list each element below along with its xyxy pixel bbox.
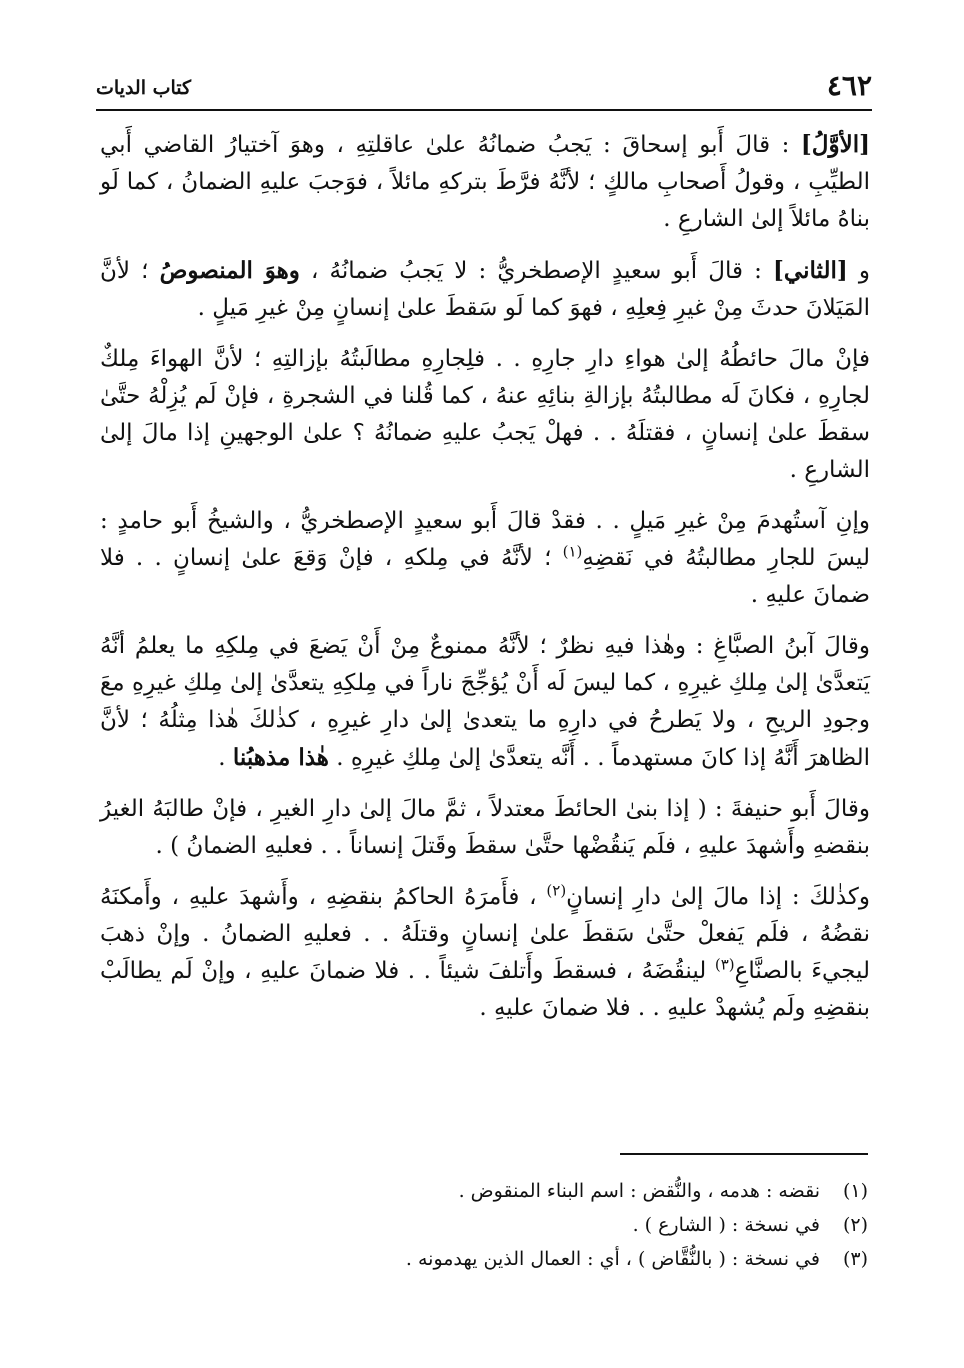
text-segment: . xyxy=(218,745,233,771)
text-segment: وقالَ أَبو حنيفةَ : ( إذا بنىٰ الحائطَ معتدلاً ، ثمَّ مالَ إلىٰ دارِ الغيرِ ، فإنْ طالبَهُ الغيرُ بنقضهِ وأَشهدَ عليهِ ، فلَم يَنقُضْها حتَّىٰ سقطَ وقَتلَ إنساناً . . فعليهِ الضمانُ ) . xyxy=(100,796,870,859)
paragraph xyxy=(100,791,870,865)
footnote-number: (٣) xyxy=(842,1248,868,1270)
text-segment: ؛ لأنَّهُ في مِلكهِ ، فإنْ وَقعَ علىٰ إنسانٍ . . فلا ضمانَ عليهِ . xyxy=(100,545,870,608)
footnote-text: نقضه : هدمه ، والنُّقض : اسم البناء المنقوض . xyxy=(458,1180,820,1202)
bold-text: [الثاني] xyxy=(773,257,848,284)
text-segment: وإنِ آستُهدمَ مِنْ غيرِ مَيلٍ . . فقدْ قالَ أَبو سعيدٍ الإصطخريُّ ، والشيخُ أَبو حامدٍ : ليسَ للجارِ مطالبتُهُ في نَقضِهِ xyxy=(100,508,870,571)
page-header xyxy=(96,70,872,106)
footnote-marker: (٣) xyxy=(714,955,735,974)
text-segment: : قالَ أَبو إسحاقَ : يَجبُ ضمانُهُ علىٰ عاقلتِهِ ، وهوَ آختيارُ القاضي أَبي الطيِّبِ ، وقولُ أَصحابِ مالكٍ ؛ لأنَّهُ فرَّطَ بتركهِ مائلاً ، فوَجبَ عليهِ الضمانُ ، كما لَو بناهُ مائلاً إلىٰ الشارعِ . xyxy=(100,132,870,232)
bold-text: هٰذا مذهبُنا xyxy=(232,744,329,771)
footnote-text: في نسخة : ( الشارع ) . xyxy=(632,1214,820,1236)
footnote xyxy=(98,1176,868,1206)
text-segment: وقالَ آبنُ الصبَّاغِ : وهٰذا فيهِ نظرٌ ؛ لأنَّهُ ممنوعٌ مِنْ أَنْ يَضعَ في مِلكِهِ ما يعلمُ أنَّهُ يَتعدَّىٰ إلىٰ مِلكِ غيرِهِ ، كما ليسَ لَه أَنْ يُؤجِّجَ ناراً في مِلكِهِ يتعدَّىٰ إلىٰ مِلكِ غيرِهِ معَ وجودِ الريحِ ، ولا يَطرحُ في دارِهِ ما يتعدىٰ إلىٰ دارِ غيرِهِ ، كذٰلكَ هٰذا مِثلُهُ ؛ لأنَّ الظاهرَ أَنَّهُ إذا كانَ مستهدماً . . أَنَّه يتعدَّىٰ إلىٰ مِلكِ غيرِهِ . xyxy=(100,633,870,771)
paragraph xyxy=(100,341,870,489)
text-segment: ، فأَمرَهُ الحاكمُ بنقضِهِ ، وأَشهدَ عليهِ ، وأَمكنَهُ نقضُهُ ، فلَم يَفعلْ حتَّىٰ سَقطَ علىٰ إنسانٍ وقتلَهُ . . فعليهِ الضمانُ . وإنْ ذهبَ ليجيءَ بالصنَّاعِ xyxy=(100,884,870,984)
footnote-number: (٢) xyxy=(842,1214,868,1236)
text-segment: ؛ لأنَّ المَيَلانَ حدثَ مِنْ غيرِ فِعلِهِ ، فهوَ كما لَو سَقطَ علىٰ إنسانٍ مِنْ غيرِ مَيلٍ . xyxy=(100,258,870,321)
text-segment: فإنْ مالَ حائطُهُ إلىٰ هواءِ دارِ جارِهِ . . فلِجارِهِ مطالَبتُهُ بإزالتِهِ ؛ لأنَّ الهواءَ مِلكٌ لجارِهِ ، فكانَ لَه مطالبتُهُ بإزالةِ بنائِهِ عنهُ ، كما قُلنا في الشجرةِ ، فإنْ لَم يُزِلْهُ حتَّىٰ سقطَ علىٰ إنسانٍ ، فقتلَهُ . . فهلْ يَجبُ عليهِ ضمانُهُ ؟ علىٰ الوجهينِ إذا مالَ إلىٰ الشارعِ . xyxy=(100,346,870,483)
page-number: ٤٦٢ xyxy=(826,69,872,102)
header-rule xyxy=(96,109,872,111)
footnote-marker: (٢) xyxy=(546,881,567,900)
paragraph xyxy=(100,628,870,777)
bold-text: وهوَ المنصوصُ xyxy=(159,257,300,284)
paragraph xyxy=(100,503,870,614)
footnote-text: في نسخة : ( بالنُّقَّاض ) ، أي : العمال الذين يهدمونه . xyxy=(405,1248,820,1270)
paragraph xyxy=(100,879,870,1027)
footnote xyxy=(98,1210,868,1240)
footnote-marker: (١) xyxy=(562,542,583,561)
footnote xyxy=(98,1244,868,1274)
footnote-rule xyxy=(620,1153,868,1155)
footnote-number: (١) xyxy=(842,1180,868,1202)
body-text xyxy=(100,126,870,1041)
footnotes xyxy=(98,1176,868,1278)
text-segment: وكذٰلكَ : إذا مالَ إلىٰ دارِ إنسانٍ xyxy=(566,884,870,910)
running-title: كتاب الديات xyxy=(96,77,192,99)
paragraph xyxy=(100,252,870,327)
bold-text: [الأوَّلُ] xyxy=(800,131,870,158)
text-segment: و xyxy=(847,258,870,284)
text-segment: : قالَ أَبو سعيدٍ الإصطخريُّ : لا يَجبُ ضمانُهُ ، xyxy=(299,258,774,284)
paragraph xyxy=(100,126,870,238)
text-segment: لينقُضَهُ ، فسقطَ وأَتلفَ شيئاً . . فلا ضمانَ عليهِ ، وإنْ لَم يطالَبْ بنقضِهِ ولَم يُشهدْ عليهِ . . فلا ضمانَ عليهِ . xyxy=(100,958,870,1021)
